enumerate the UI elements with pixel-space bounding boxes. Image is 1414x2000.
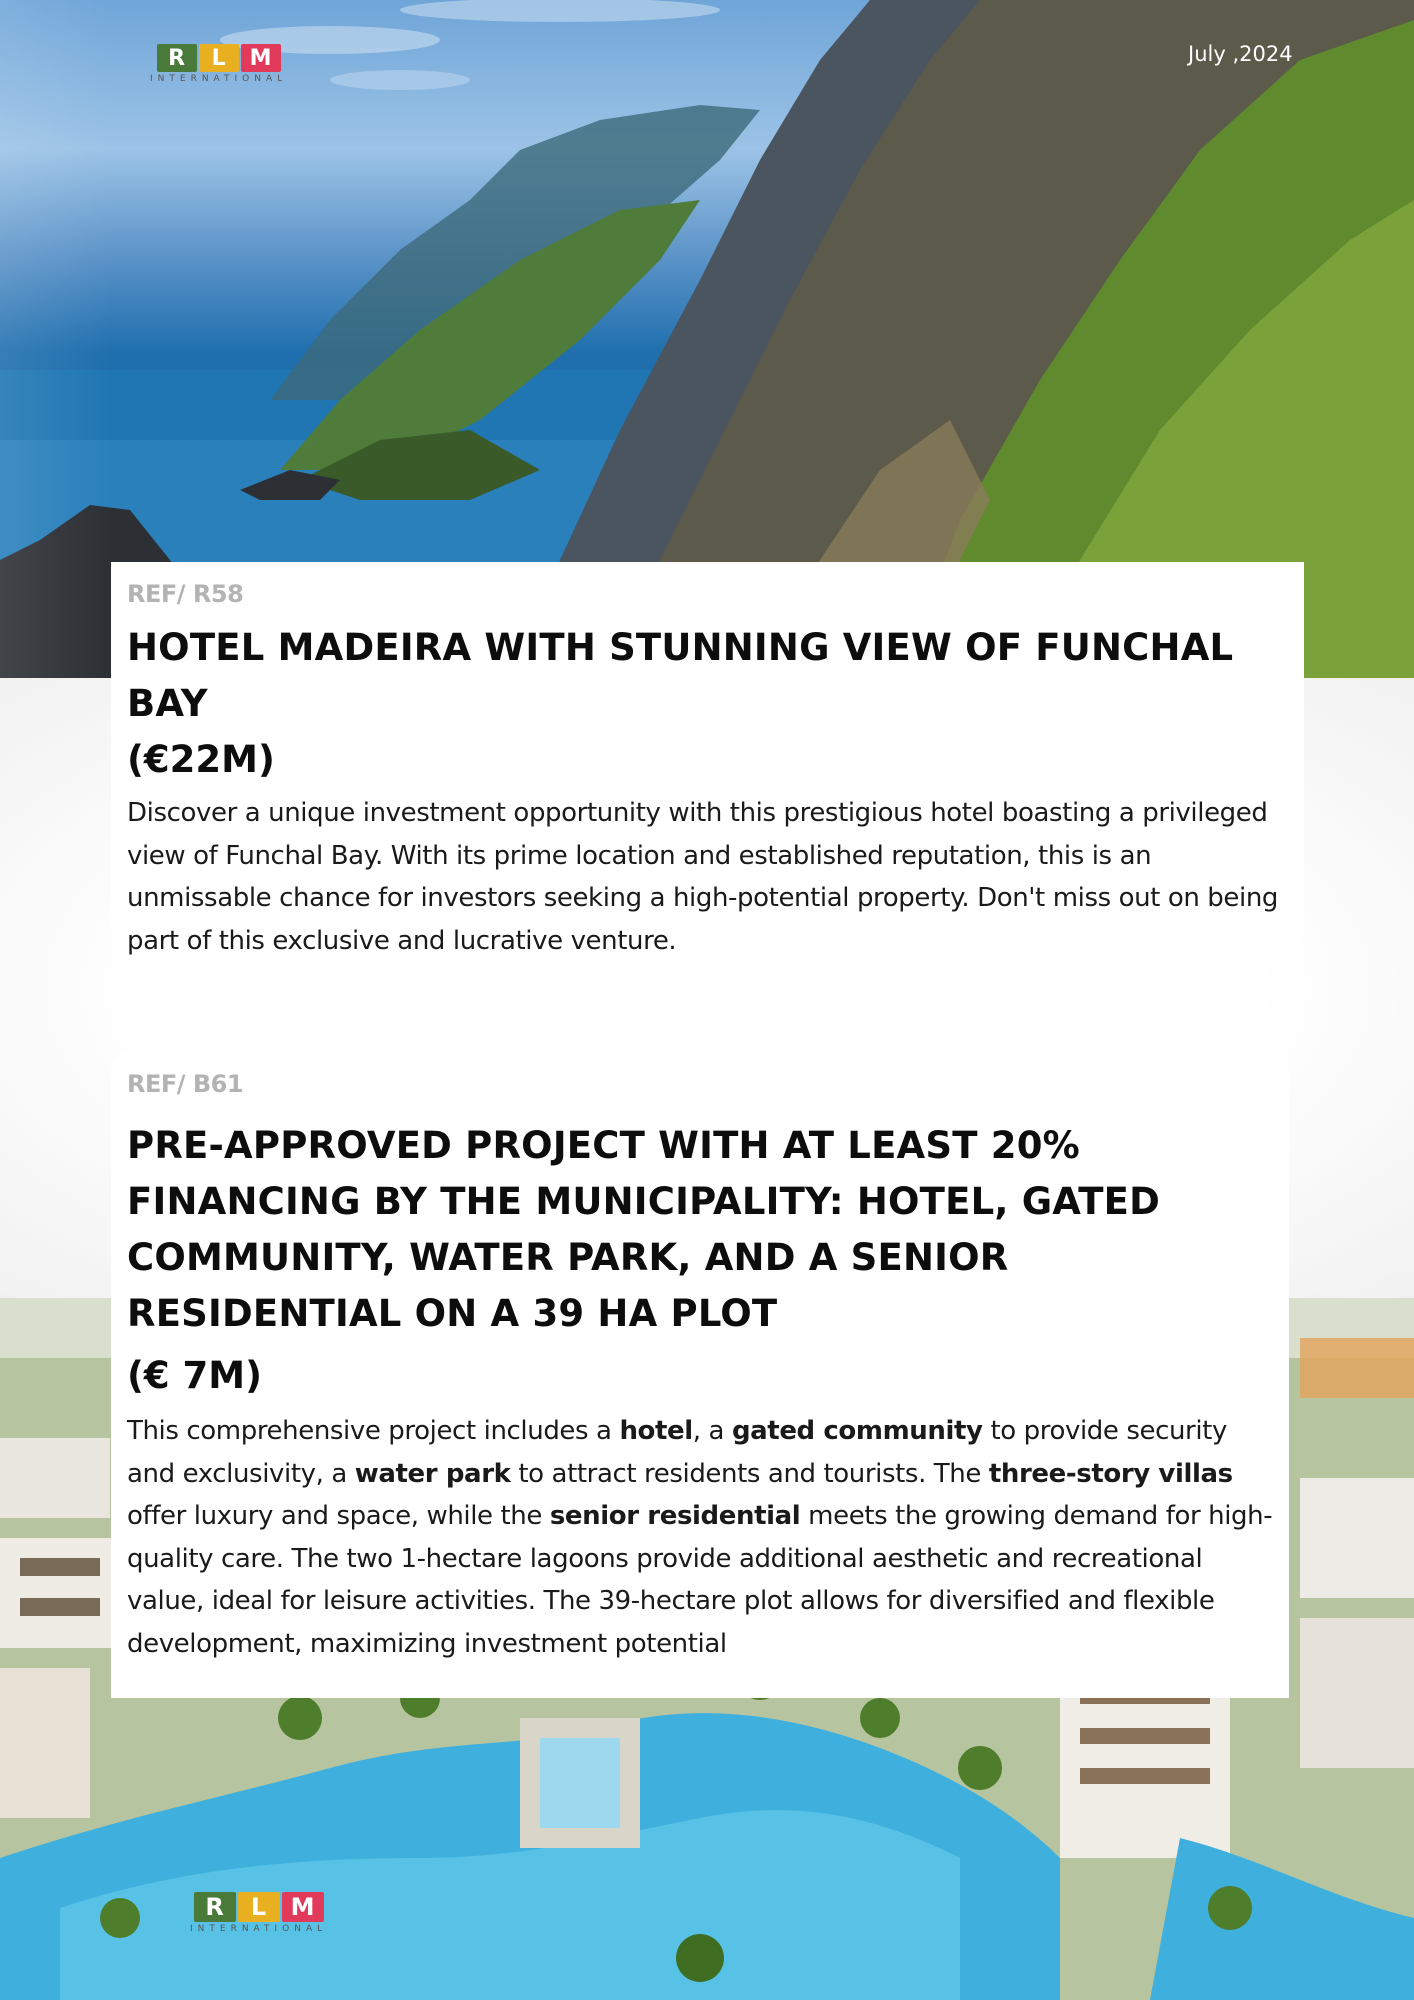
highlight-term: gated community — [731, 1416, 983, 1446]
publication-date: July ,2024 — [1188, 42, 1293, 66]
listing-description — [127, 1410, 1273, 1665]
description-text: , a — [692, 1416, 732, 1446]
highlight-term: water park — [354, 1458, 511, 1489]
logo-letter-r: R — [157, 44, 197, 72]
description-text: to provide security and exclusivity, a — [127, 1416, 1227, 1489]
rlm-logo — [190, 1892, 327, 1934]
logo-letter-m: M — [241, 44, 281, 72]
logo-letter-m: M — [282, 1892, 324, 1922]
listing-price: (€22M) — [127, 738, 275, 781]
description-text: This comprehensive project includes a — [127, 1416, 620, 1446]
logo-letter-l: L — [199, 44, 239, 72]
listing-price: (€ 7M) — [127, 1354, 263, 1397]
listing-ref: REF/ R58 — [127, 580, 244, 608]
logo-subtitle: INTERNATIONAL — [190, 1924, 328, 1934]
logo-letter-l: L — [238, 1892, 280, 1922]
listing-card — [111, 1050, 1289, 1698]
listing-description: Discover a unique investment opportunity with this prestigious hotel boasting a privileged view of Funchal Bay. With its prime location and established reputation, this is an unmissable chance for investors seeking a high-potential property. Don't miss out on being part of this exclusive and lucrative venture. — [127, 798, 1278, 956]
highlight-term: senior residential — [549, 1501, 801, 1531]
listing-card — [111, 562, 1304, 956]
logo-letter-r: R — [194, 1892, 236, 1922]
description-text: offer luxury and space, while the — [127, 1501, 550, 1531]
rlm-logo — [150, 44, 287, 84]
listing-title: HOTEL MADEIRA WITH STUNNING VIEW OF FUNCHAL BAY — [127, 626, 1234, 725]
listing-ref: REF/ B61 — [127, 1070, 244, 1098]
highlight-term: hotel — [619, 1416, 693, 1446]
description-text: to attract residents and tourists. The — [510, 1458, 989, 1489]
description-text: meets the growing demand for high-quality care. The two 1-hectare lagoons provide additional aesthetic and recreational value, ideal for leisure activities. The 39-hectare plot allows for diversified and flexible development, maximizing investment potential — [127, 1501, 1273, 1659]
highlight-term: three-story villas — [988, 1458, 1233, 1489]
logo-subtitle: INTERNATIONAL — [150, 74, 288, 84]
listing-title: PRE-APPROVED PROJECT WITH AT LEAST 20% FINANCING BY THE MUNICIPALITY: HOTEL, GATED COMMUNITY, WATER PARK, AND A SENIOR RESIDENTIAL ON A 39 HA PLOT — [127, 1124, 1161, 1335]
